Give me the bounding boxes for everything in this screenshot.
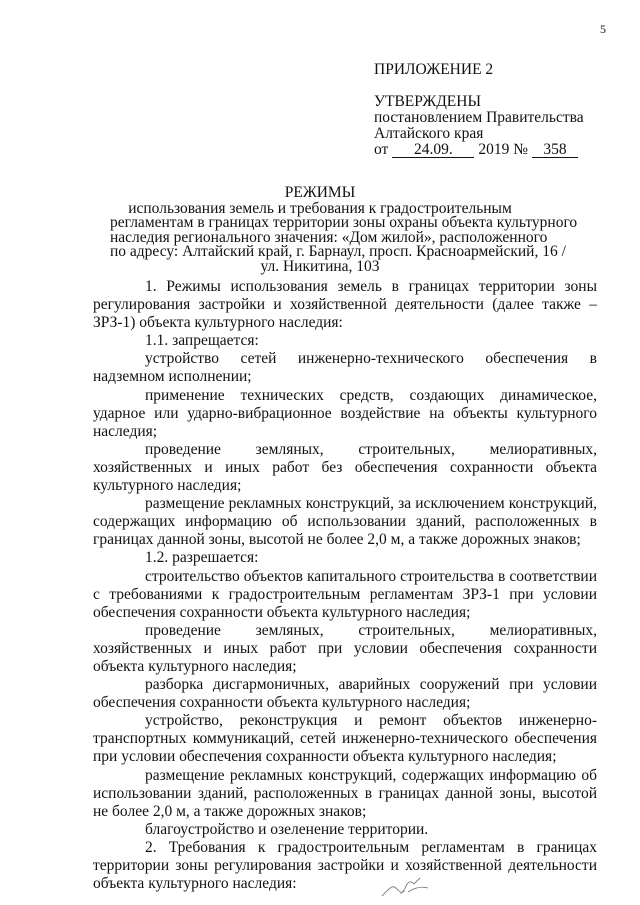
date-prefix: от [374,141,389,158]
paragraph: 1.2. разрешается: [145,549,259,567]
subtitle-line: ул. Никитина, 103 [260,257,380,275]
paragraph: 1. Режимы использования земель в границах территории зоны регулирования застройки и хозяйственной деятельности (далее также – ЗРЗ-1) объекта культурного наследия: [93,278,597,332]
document-subtitle [110,200,578,275]
approved-label: УТВЕРЖДЕНЫ [374,93,481,110]
page-number: 5 [600,22,606,36]
paragraph: проведение земляных, строительных, мелиоративных, хозяйственных и иных работ без обеспечения сохранности объекта культурного наследия; [93,440,597,495]
paragraph: размещение рекламных конструкций, за исключением конструкций, содержащих информацию об использовании зданий, расположенных в границах данной зоны, высотой не более 2,0 м, а также дорожных знаков; [93,495,597,549]
resolution-date-line [374,142,614,158]
subtitle-line: регламентам в границах территории зоны охраны объекта культурного [110,214,578,232]
approved-by-line-2: Алтайского края [374,125,484,142]
paragraph: устройство, реконструкция и ремонт объектов инженерно-транспортных коммуникаций, сетей инженерно-технического обеспечения при условии обеспечения сохранности объекта культурного наследия; [93,712,597,766]
document-title: РЕЖИМЫ [284,184,356,201]
paragraph: 1.1. запрещается: [145,332,259,350]
paragraph: применение технических средств, создающих динамическое, ударное или ударно-вибрационное воздействие на объекты культурного наследия; [93,386,597,440]
paragraph: строительство объектов капитального строительства в соответствии с требованиями к градостроительным регламентам ЗРЗ-1 при условии обеспечения сохранности объекта культурного наследия; [93,567,597,621]
paragraph: проведение земляных, строительных, мелиоративных, хозяйственных и иных работ при условии обеспечения сохранности объекта культурного наследия; [93,621,597,675]
subtitle-line: наследия регионального значения: «Дом жилой», расположенного [110,228,548,246]
resolution-date: 24.09. [392,142,474,158]
paragraph: благоустройство и озеленение территории. [145,820,429,838]
paragraph: устройство сетей инженерно-технического обеспечения в надземном исполнении; [93,350,597,386]
paragraph: разборка дисгармоничных, аварийных сооружений при условии обеспечения сохранности объекта культурного наследия; [93,676,597,712]
signature-mark [378,874,438,900]
subtitle-line: по адресу: Алтайский край, г. Барнаул, просп. Красноармейский, 16 / [110,243,566,261]
resolution-year-and-no: 2019 № [478,141,528,158]
paragraph: размещение рекламных конструкций, содержащих информацию об использовании зданий, расположенных в границах данной зоны, высотой не более 2,0 м, а также дорожных знаков; [93,766,597,820]
subtitle-line: использования земель и требования к градостроительным [128,200,512,217]
appendix-title: ПРИЛОЖЕНИЕ 2 [374,61,494,78]
paragraph: 2. Требования к градостроительным регламентам в границах территории зоны регулирования застройки и хозяйственной деятельности объекта культурного наследия: [93,838,597,893]
approved-by-line-1: постановлением Правительства [374,109,584,126]
resolution-number: 358 [532,142,578,158]
approval-block [374,62,614,158]
document-body [93,278,597,893]
